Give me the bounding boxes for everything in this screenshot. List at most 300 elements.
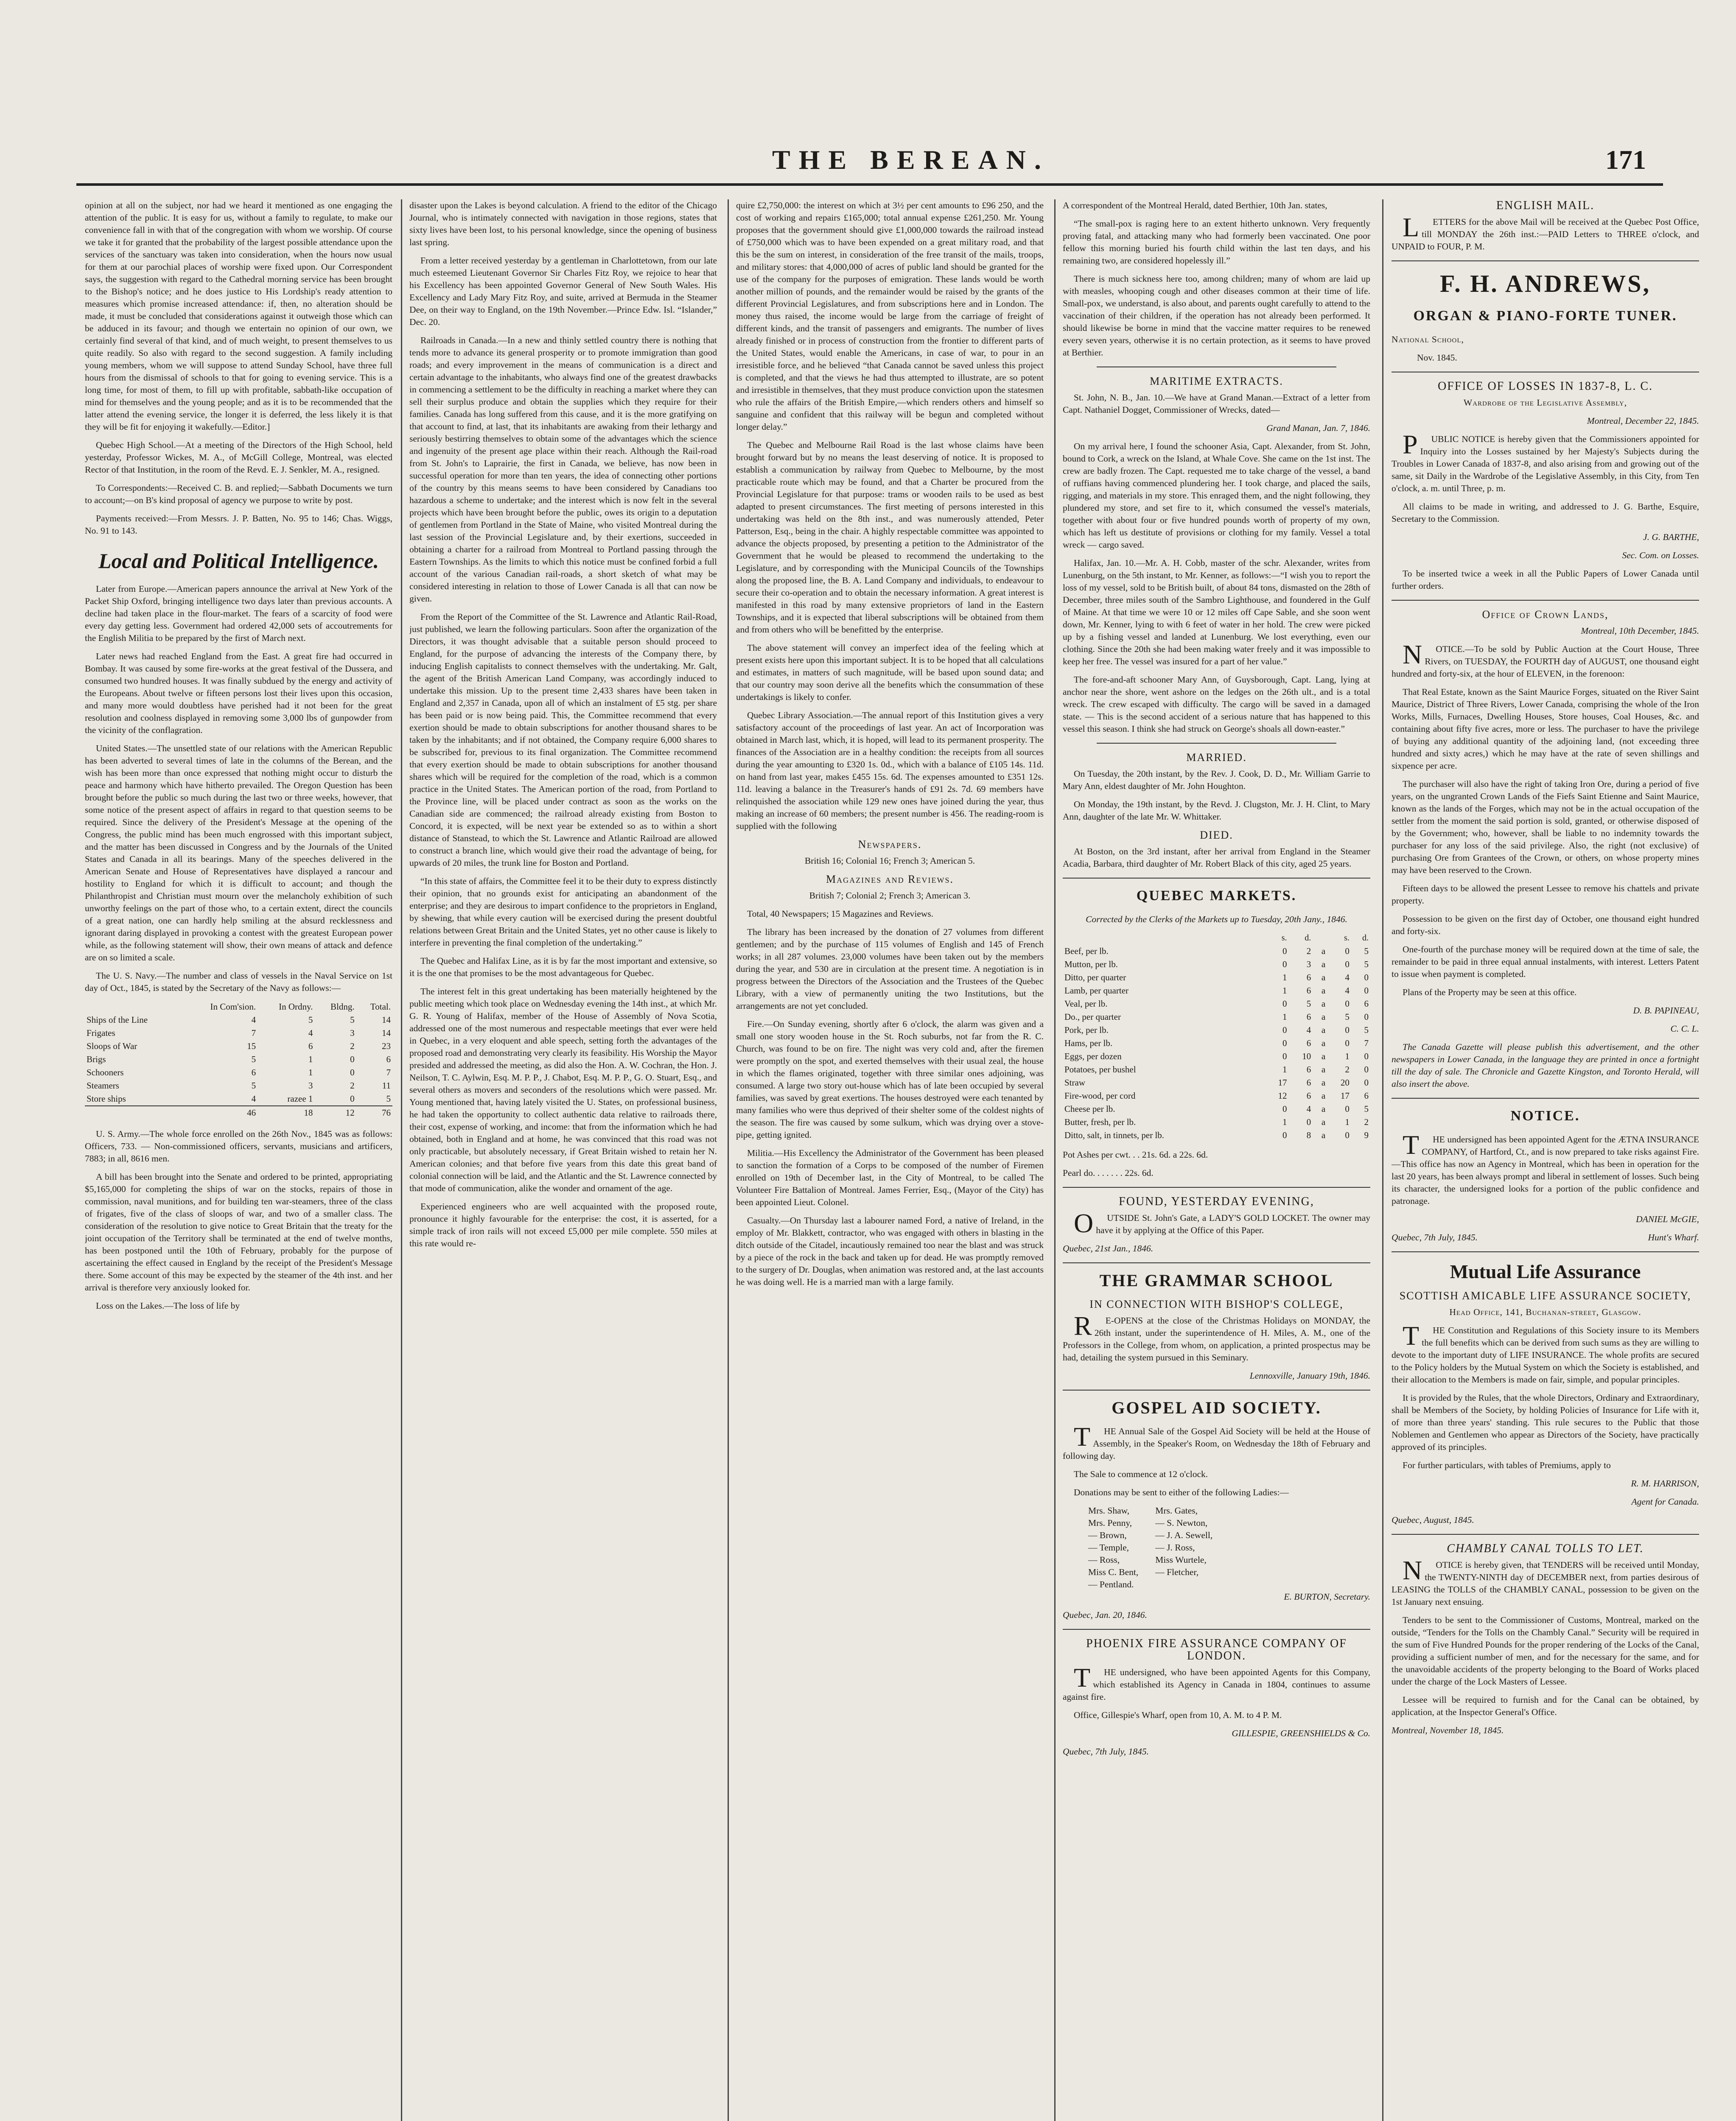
phoenix-heading: PHOENIX FIRE ASSURANCE COMPANY OF LONDON. bbox=[1086, 1637, 1347, 1662]
markets-table-cell: a bbox=[1321, 1104, 1326, 1114]
markets-table-cell: 1 bbox=[1345, 1117, 1350, 1127]
crown-lands-gazette: The Canada Gazette will please publish this advertisement, and the other newspapers in Lower Canada, in the language they are printed in once a fortnight till the day of sale. The Chronicle and Gazette Kingston, and Toronto Herald, will also insert the above. bbox=[1392, 1042, 1699, 1089]
article-us-army: U. S. Army.—The whole force enrolled on the 26th Nov., 1845 was as follows: Officers, 733. — Non-commissioned officers, servants, musicians and artificers, 7883; in all, 8616 men. bbox=[85, 1129, 392, 1164]
article-sickness: There is much sickness here too, among children; many of whom are laid up with measles, whooping cough and other diseases common at their time of life. Small-pox, we understand, is also about, and parents ought carefully to attend to the vaccination of their children, if the operation has not already been performed. It should likewise be borne in mind that the vaccine matter requires to be renewed every seven years, otherwise it is no certain protection, as it seems to have proved at Berthier. bbox=[1063, 274, 1370, 358]
markets-table-cell: 17 bbox=[1278, 1077, 1287, 1088]
gospel-aid-donations: Donations may be sent to either of the following Ladies:— bbox=[1074, 1487, 1289, 1497]
navy-table-cell: 4 bbox=[251, 1015, 256, 1025]
english-mail-notice: LETTERS for the above Mail will be received at the Quebec Post Office, till MONDAY the 26th inst.:—PAID Letters to THREE o'clock, and UNPAID to FOUR, P. M. bbox=[1392, 212, 1699, 252]
article-library-association: Quebec Library Association.—The annual report of this Institution gives a very satisfactory account of the proceedings of last year. An act of Incorporation was obtained in March last, which, it is hoped, will lead to its permanent prosperity. The finances of the Association are in a healthy condition: the receipts from all sources during the year amounting to £320 1s. 0d., which with a balance of £105 14s. 11d. on hand from last year, makes £455 15s. 6d. The expenses amounted to £351 12s. 11d. leaving a balance in the Treasurer's hands of £91 2s. 7d. 69 members have relinquished the association while 129 new ones have joined during the year, thus making an increase of 60 members; the present number is 456. The reading-room is supplied with the following bbox=[736, 710, 1044, 831]
lady-name: — Fletcher, bbox=[1155, 1567, 1199, 1577]
markets-table-cell: Hams, per lb. bbox=[1064, 1038, 1113, 1048]
markets-table-cell: 0 bbox=[1364, 972, 1369, 982]
divider bbox=[1392, 1098, 1699, 1099]
markets-heading: QUEBEC MARKETS. bbox=[1136, 888, 1297, 904]
lady-name: — J. Ross, bbox=[1155, 1542, 1195, 1553]
column-2 bbox=[409, 199, 717, 2121]
maritime-heading: MARITIME EXTRACTS. bbox=[1150, 375, 1283, 387]
gospel-aid-secretary: E. BURTON, Secretary. bbox=[1284, 1592, 1370, 1602]
markets-table-row bbox=[1063, 997, 1370, 1010]
notice-heading: NOTICE. bbox=[1510, 1108, 1580, 1124]
markets-table-cell: 0 bbox=[1282, 959, 1287, 969]
article-europe: Later from Europe.—American papers announce the arrival at New York of the Packet Ship Oxford, bringing intelligence two days later than previous accounts. A decline had taken place in the flour-market. The fears of a scarcity of food were every day getting less. Government had ordered 42,000 sets of accoutrements for the English Militia to be prepared by the first of March next. bbox=[85, 584, 392, 643]
gospel-aid-heading: GOSPEL AID SOCIETY. bbox=[1112, 1398, 1322, 1417]
navy-table-cell: Sloops of War bbox=[87, 1041, 137, 1051]
died-heading: DIED. bbox=[1200, 829, 1233, 841]
article-payments: Payments received:—From Messrs. J. P. Batten, No. 95 to 146; Chas. Wiggs, No. 91 to 143. bbox=[85, 513, 392, 536]
markets-table-cell: 0 bbox=[1282, 1025, 1287, 1035]
markets-table-cell: a bbox=[1321, 1077, 1326, 1088]
crown-lands-signature-title: C. C. L. bbox=[1670, 1024, 1699, 1034]
column-5 bbox=[1392, 199, 1699, 2121]
navy-table-cell: 7 bbox=[251, 1028, 256, 1038]
divider bbox=[1063, 1262, 1370, 1263]
markets-table-cell: 4 bbox=[1345, 985, 1350, 996]
mutual-life-office: Head Office, 141, Buchanan-street, Glasgow. bbox=[1449, 1307, 1641, 1317]
masthead-title: THE BEREAN. bbox=[772, 145, 1050, 175]
crown-lands-possession: Possession to be given on the first day of October, one thousand eight hundred and forty-six. bbox=[1392, 914, 1699, 936]
navy-table-cell: 1 bbox=[308, 1067, 313, 1077]
markets-table-row bbox=[1063, 1063, 1370, 1076]
markets-table-row bbox=[1063, 945, 1370, 958]
mutual-life-signature: R. M. HARRISON, bbox=[1631, 1478, 1699, 1489]
column-rule bbox=[401, 199, 402, 2121]
section-heading-local: Local and Political Intelligence. bbox=[98, 549, 379, 573]
markets-table-cell: 0 bbox=[1282, 946, 1287, 956]
markets-table-header-cell: d. bbox=[1305, 933, 1311, 943]
markets-table-cell: 8 bbox=[1306, 1130, 1311, 1140]
markets-table-cell: 6 bbox=[1364, 999, 1369, 1009]
lady-name: — S. Newton, bbox=[1155, 1518, 1208, 1528]
phoenix-signature: GILLESPIE, GREENSHIELDS & Co. bbox=[1232, 1728, 1370, 1738]
grammar-school-date: Lennoxville, January 19th, 1846. bbox=[1249, 1371, 1370, 1381]
markets-table-row bbox=[1063, 958, 1370, 971]
losses-claims: All claims to be made in writing, and addressed to J. G. Barthe, Esquire, Secretary to the Commission. bbox=[1392, 501, 1699, 524]
navy-table-row bbox=[85, 1040, 392, 1053]
maritime-date: Grand Manan, Jan. 7, 1846. bbox=[1266, 423, 1370, 433]
navy-table-cell: 14 bbox=[382, 1015, 391, 1025]
markets-table-cell: a bbox=[1321, 1025, 1326, 1035]
lady-name: — Temple, bbox=[1088, 1542, 1129, 1553]
article-correspondents: To Correspondents:—Received C. B. and replied;—Sabbath Documents we turn to account;—on B's kind proposal of agency we purpose to write by post. bbox=[85, 483, 392, 505]
markets-table-cell: 6 bbox=[1306, 1064, 1311, 1074]
losses-subheading: Wardrobe of the Legislative Assembly, bbox=[1463, 397, 1627, 408]
markets-table-cell: 6 bbox=[1364, 1091, 1369, 1101]
article-railway-cost: quire £2,750,000: the interest on which at 3½ per cent amounts to £96 250, and the cost of working and repairs £165,000; total annual expense £261,250. Mr. Young proposes that the government should give £1,000,000 towards the railroad instead of £750,000 which was to have been expended on a great military road, and that this be the sum on interest, in consideration of the free transit of the mails, troops, and military stores: that 4,000,000 of acres of public land should be granted for the use of the company for the purposes of emigration. These lands would be worth another million of pounds, and the remainder would be raised by the grants of the different Provincial Legislatures, and from subscriptions here and in London. The money thus raised, the income would be large from the carriage of freight of different kinds, and the transit of passengers and emigrants. The number of lives already finished or in process of construction from the frontier to different parts of the United States, would enable the Americans, in case of war, to pour in an irresistible force, and he believed “that Canada cannot be saved unless this project is completed, and that the views he had thus attempted to illustrate, are so potent and irresistible in themselves, that they must produce conviction upon the statesmen who rule the affairs of the British Empire,—which renders others and himself so sanguine and confident that this railway will be begun and completed without longer delay.” bbox=[736, 200, 1044, 432]
article-railroads: Railroads in Canada.—In a new and thinly settled country there is nothing that tends more to advance its general prosperity or to promote immigration than good roads; and every improvement in the means of communication is a direct and certain advantage to the inhabitants, who always find one of the greatest drawbacks in commencing a settlement to be the difficulty in reaching a market where they can sell their surplus produce and obtain the supplies which they require for their families. Canada has long suffered from this cause, and it is the more gratifying on that account to find, at last, that its inhabitants are awaking from their lethargy and seriously bestirring themselves to obtain some of the advantages which the science and ingenuity of the present age place within their reach. Although the Rail-road from St. John's to Laprairie, the first in Canada, we believe, has now been in successful operation for more than ten years, the idea of connecting other portions of the country by this means seems to have been considered by Canadians too hazardous a scheme to undertake; and the interest which is now felt in the several projects which have been brought before the public, owes its origin to a deputation of gentlemen from Portland in the State of Maine, who visited Montreal during the last session of the Provincial Legislature and, by their exertions, succeeded in obtaining a charter for a railroad from Montreal to Portland passing through the Eastern Townships. As the limits to which this notice must be confined forbid a full account of the various Canadian rail-roads, a short sketch of what may be considered interesting in relation to those of Lower Canada is all that can now be given. bbox=[409, 335, 717, 604]
markets-table-cell: 12 bbox=[1278, 1091, 1287, 1101]
crown-lands-date: Montreal, 10th December, 1845. bbox=[1581, 626, 1699, 636]
markets-table-cell: Cheese per lb. bbox=[1064, 1104, 1115, 1114]
markets-table-cell: 10 bbox=[1302, 1051, 1311, 1061]
markets-table-cell: Ditto, per quarter bbox=[1064, 972, 1126, 982]
ladies-list bbox=[1063, 1505, 1370, 1591]
divider bbox=[1097, 743, 1336, 744]
article-railroad-summary: The above statement will convey an imperfect idea of the feeling which at present exists here upon this important subject. It is to be hoped that all calculations and estimates, in matters of such magnitude, will be based upon sound data; and that our country may soon derive all the benefits which the consummation of these undertakings is likely to confer. bbox=[736, 643, 1044, 702]
article-library-volumes: The library has been increased by the donation of 27 volumes from different gentlemen; and by the purchase of 115 volumes of English and 145 of French works; in all 287 volumes. 23,000 volumes have been taken out by the members during the year, and 530 are in circulation at the present time. A negotiation is in progress between the Directors of the Association and the Trustees of the Quebec Library, with a view of permanently uniting the two Institutions, but the arrangements are not yet concluded. bbox=[736, 927, 1044, 1011]
column-rule bbox=[1054, 199, 1056, 2121]
died-notice: At Boston, on the 3rd instant, after her arrival from England in the Steamer Acadia, Barbara, third daughter of Mr. Robert Black of this city, aged 25 years. bbox=[1063, 846, 1370, 869]
found-notice: OUTSIDE St. John's Gate, a LADY'S GOLD LOCKET. The owner may have it by applying at the Office of this Paper. bbox=[1074, 1208, 1370, 1238]
masthead-rule bbox=[76, 183, 1663, 186]
gospel-aid-notice: THE Annual Sale of the Gospel Aid Society will be held at the House of Assembly, in the Speaker's Room, on Wednesday the 18th of February and following day. bbox=[1063, 1421, 1370, 1461]
markets-table-cell: Ditto, salt, in tinnets, per lb. bbox=[1064, 1130, 1165, 1140]
markets-table-cell: a bbox=[1321, 1064, 1326, 1074]
markets-table-cell: 5 bbox=[1364, 1025, 1369, 1035]
losses-heading: OFFICE OF LOSSES IN 1837-8, L. C. bbox=[1437, 380, 1653, 393]
navy-table-header: Total. bbox=[370, 1002, 391, 1012]
navy-table-cell: Brigs bbox=[87, 1054, 106, 1064]
english-mail-heading: ENGLISH MAIL. bbox=[1496, 199, 1595, 212]
markets-table-cell: a bbox=[1321, 1117, 1326, 1127]
married-notice-2: On Monday, the 19th instant, by the Revd. J. Clugston, Mr. J. H. Clint, to Mary Ann, daughter of the late Mr. W. Whittaker. bbox=[1063, 799, 1370, 822]
editor-note: opinion at all on the subject, nor had we heard it mentioned as one engaging the attention of the public. It is easy for us, without a family to regulate, to make our convenience fall in with that of the congregation with whom we worship. Of course we take it for granted that the probability of the largest possible attendance upon the services of the sanctuary was taken into consideration, when the hours now usual for them at our parochial places of worship were fixed upon. Our Correspondent says, the suggestion with regard to the Cathedral morning service has been brought to the Bishop's notice; and he does justice to His Lordship's ready attention to measures which promise increased attendance: if, then, no alteration should be made, it must be concluded that considerations against it outweigh those which can be adduced in its favour; and though we entertain no opinion of our own, we certainly find several of that kind, and of much weight, to present themselves to us quite readily. So also with regard to the second suggestion. A family including young members, whom we will suppose to attend Sunday School, have three full hours from the dismissal of schools to that for going to evening service. This is a long time, for most of them, to fill up with profitable, sabbath-like occupation of mind for themselves and the young people; and as it is to be recommended that the latter attend the evening service, the longer it is deferred, the less likely it is that they will be fit for enjoying it wakefully.—Editor.] bbox=[85, 200, 392, 432]
andrews-subheading: ORGAN & PIANO-FORTE TUNER. bbox=[1413, 308, 1677, 324]
crown-lands-notice: NOTICE.—To be sold by Public Auction at the Court House, Three Rivers, on TUESDAY, the FOURTH day of AUGUST, one thousand eight hundred and forty-six, at the hour of ELEVEN, in the forenoon: bbox=[1392, 639, 1699, 679]
navy-table-cell: 2 bbox=[350, 1041, 355, 1051]
navy-table-cell: 4 bbox=[308, 1028, 313, 1038]
markets-table-cell: 0 bbox=[1364, 1064, 1369, 1074]
divider bbox=[1063, 1390, 1370, 1391]
grammar-school-subheading: IN CONNECTION WITH BISHOP'S COLLEGE, bbox=[1089, 1298, 1344, 1310]
crown-lands-payment: One-fourth of the purchase money will be required down at the time of sale, the remainder to be paid in three equal annual instalments, with interest. Letters Patent to issue when payment is completed. bbox=[1392, 944, 1699, 979]
markets-table-header-cell: s. bbox=[1281, 933, 1287, 943]
losses-date: Montreal, December 22, 1845. bbox=[1587, 416, 1699, 426]
column-3 bbox=[736, 199, 1044, 2121]
mutual-life-subheading: SCOTTISH AMICABLE LIFE ASSURANCE SOCIETY, bbox=[1399, 1290, 1691, 1302]
andrews-heading: F. H. ANDREWS, bbox=[1439, 270, 1651, 297]
divider bbox=[1063, 1629, 1370, 1630]
library-total: Total, 40 Newspapers; 15 Magazines and Reviews. bbox=[747, 909, 934, 919]
markets-table-row bbox=[1063, 984, 1370, 997]
navy-table-cell: 2 bbox=[350, 1080, 355, 1091]
markets-table-cell: 1 bbox=[1282, 1117, 1287, 1127]
divider bbox=[1392, 1251, 1699, 1252]
markets-table-cell: 4 bbox=[1306, 1104, 1311, 1114]
markets-table-cell: 5 bbox=[1364, 1104, 1369, 1114]
magazines-list: British 7; Colonial 2; French 3; American 3. bbox=[809, 890, 971, 901]
markets-table-cell: a bbox=[1321, 1038, 1326, 1048]
crown-lands-lessee: Fifteen days to be allowed the present Lessee to remove his chattels and private property. bbox=[1392, 883, 1699, 906]
markets-table-cell: Veal, per lb. bbox=[1064, 999, 1108, 1009]
markets-table-row bbox=[1063, 1037, 1370, 1050]
markets-table-cell: 6 bbox=[1306, 1038, 1311, 1048]
markets-table-cell: 2 bbox=[1364, 1117, 1369, 1127]
lady-name: Mrs. Shaw, bbox=[1088, 1505, 1130, 1516]
navy-table-cell: Steamers bbox=[87, 1080, 119, 1091]
article-us-navy: The U. S. Navy.—The number and class of vessels in the Naval Service on 1st day of Oct., 1845, is stated by the Secretary of the Navy as follows:— bbox=[85, 971, 392, 993]
markets-table-cell: Beef, per lb. bbox=[1064, 946, 1109, 956]
markets-table-header-cell: d. bbox=[1362, 933, 1369, 943]
mutual-life-directors: It is provided by the Rules, that the whole Directors, Ordinary and Extraordinary, shall be Members of the Society, by holding Policies of Insurance for Life with it, of more than three years' standing. This rule secures to the Public that those Noblemen and Gentlemen who appear as Directors of the Society, have practically approved of its principles. bbox=[1392, 1393, 1699, 1452]
andrews-location: National School, bbox=[1392, 334, 1464, 344]
markets-table-cell: a bbox=[1321, 999, 1326, 1009]
markets-table-cell: 0 bbox=[1306, 1117, 1311, 1127]
gospel-aid-sale-time: The Sale to commence at 12 o'clock. bbox=[1074, 1469, 1208, 1479]
markets-table-row bbox=[1063, 1024, 1370, 1037]
crown-lands-estate: That Real Estate, known as the Saint Maurice Forges, situated on the River Saint Maurice, District of Three Rivers, Lower Canada, comprising the whole of the Iron Works, Mills, Furnaces, Dwelling Houses, Store houses, Coal Houses, &c. and containing about fifty five acres, more or less. The purchaser to have the privilege of buying any additional quantity of the adjoining land, (not exceeding three hundred and sixty acres,) which he may have at the rate of seven shillings and sixpence per acre. bbox=[1392, 687, 1699, 771]
markets-table-cell: 5 bbox=[1345, 1012, 1350, 1022]
article-fire: Fire.—On Sunday evening, shortly after 6 o'clock, the alarm was given and a small one story wooden house in the St. Roch suburbs, not far from the R. C. Church, was found to be on fire. The night was very cold and, after the firemen were promptly on the spot, and exerted themselves with their usual zeal, the house in which the flames originated, together with three similar ones adjoining, was consumed. A large two story out-house which has of late been occupied by several families, was saved by great exertions. The houses destroyed were each tenanted by many families who were thus deprived of their shelter some of the coldest nights of the season. The fire was caused by some sulkum, which was drying over a stove-pipe, getting ignited. bbox=[736, 1019, 1044, 1140]
maritime-halifax: Halifax, Jan. 10.—Mr. A. H. Cobb, master of the schr. Alexander, writes from Lunenburg, on the 5th instant, to Mr. Kenner, as follows:—“I wish you to report the loss of my vessel, sold to be British built, of about 84 tons, dismasted on the 28th of December, three miles south of the Sambro Lighthouse, and foundered in the Gulf of Maine. At that time we were 10 or 12 miles off Cape Sable, and she soon went down, Mr. Kenner, lying to with 6 feet of water in her hold. The crew were picked up by a fishing vessel and landed at Lunenburg. We lost everything, even our clothing. Since the 20th she had been making water freely and it was impossible to keep her free. The vessel was insured for a part of her value.” bbox=[1063, 558, 1370, 666]
markets-table-cell: Eggs, per dozen bbox=[1064, 1051, 1122, 1061]
markets-table-cell: 0 bbox=[1345, 1130, 1350, 1140]
markets-table-cell: a bbox=[1321, 946, 1326, 956]
ladies-list-left bbox=[1088, 1505, 1138, 1591]
mutual-life-particulars: For further particulars, with tables of Premiums, apply to bbox=[1403, 1460, 1611, 1470]
found-date: Quebec, 21st Jan., 1846. bbox=[1063, 1243, 1154, 1254]
article-railroad-report: From the Report of the Committee of the St. Lawrence and Atlantic Rail-Road, just published, we learn the following particulars. Soon after the organization of the Directors, it was thought advisable that a suitable person should proceed to England, for the purpose of advancing the interests of the Company there, by inducing English capitalists to connect themselves with the undertaking. Mr. Galt, the agent of the British American Land Company, was accordingly induced to undertake this mission. Up to the present time 2,433 shares have been taken in England and 2,357 in Canada, upon all of which an instalment of £5 stg. per share has been paid or is now being paid. This, the Committee recommend that every exertion should be made to obtain subscriptions for another thousand shares to be taken by the inhabitants; and if not obtained, the Company require 6,000 shares to be subscribed for, previous to its final organization. The Committee recommend that every exertion should be made to obtain subscriptions for another thousand shares which will be required for the completion of the road, which is a common practice in the United States. The American portion of the road, from Portland to the Province line, will be placed under contract as soon as the works on the Canadian side are commenced; the railroad already existing from Boston to Concord, it is expected, will be next year be extended so as to within a short distance of Stanstead, to which the St. Lawrence and Atlantic Railroad are allowed to construct a branch line, which would give their road the advantage of being, for upwards of 20 miles, the trunk line for Boston and Portland. bbox=[409, 612, 717, 868]
markets-table-cell: 2 bbox=[1345, 1064, 1350, 1074]
navy-table-total-cell: 12 bbox=[314, 1106, 356, 1119]
markets-table-cell: a bbox=[1321, 985, 1326, 996]
navy-table-cell: 7 bbox=[386, 1067, 391, 1077]
markets-table-cell: a bbox=[1321, 972, 1326, 982]
navy-table-row bbox=[85, 1066, 392, 1079]
article-militia: Militia.—His Excellency the Administrator of the Government has been pleased to sanction the formation of a Corps to be composed of the number of Firemen enrolled on 19th of December last, in the City of Montreal, to be called The Volunteer Fire Battalion of Montreal. James Ferrier, Esq., (Mayor of the City) has been appointed Lieut. Colonel. bbox=[736, 1148, 1044, 1207]
navy-table-cell: 4 bbox=[251, 1094, 256, 1104]
maritime-mary-ann: The fore-and-aft schooner Mary Ann, of Guysborough, Capt. Lang, lying at anchor near the shore, went ashore on the ledges on the 26th ult., and is a total wreck. The crew escaped with difficulty. The cargo will be saved in a damaged state. — This is the second accident of a serious nature that has happened to this vessel this season. I think she had struck on George's shoals all down-easter.” bbox=[1063, 674, 1370, 734]
navy-table-cell: 15 bbox=[247, 1041, 256, 1051]
markets-table-cell: 4 bbox=[1306, 1025, 1311, 1035]
markets-table-cell: Do., per quarter bbox=[1064, 1012, 1121, 1022]
article-casualty: Casualty.—On Thursday last a labourer named Ford, a native of Ireland, in the employ of Mr. Blakkett, contractor, who was engaged with others in blasting in the ditch outside of the Citadel, incautiously remained too near the blast and was struck by a piece of the rock in the back and taken up for dead. He was promptly removed to the surgery of Dr. Douglas, when animation was restored and, at the last accounts he was doing well. He is a married man with a large family. bbox=[736, 1215, 1044, 1287]
mutual-life-constitution: THE Constitution and Regulations of this Society insure to its Members the full benefits which can be derived from such sums as they are willing to devote to the important duty of LIFE INSURANCE. The whole profits are secured to the Policy holders by the Mutual System on which the Society is established, and their allocation to the Members is made on fair, simple, and popular principles. bbox=[1392, 1321, 1699, 1385]
chambly-canal-date: Montreal, November 18, 1845. bbox=[1392, 1725, 1504, 1735]
article-smallpox-quote: “The small-pox is raging here to an extent hitherto unknown. Very frequently proving fatal, and attacking many who had formerly been vaccinated. One poor fellow this morning buried his fourth child within the last ten days, and his remaining two, are considered hopelessly ill.” bbox=[1063, 218, 1370, 266]
masthead bbox=[76, 144, 1663, 191]
markets-table-cell: Potatoes, per bushel bbox=[1064, 1064, 1136, 1074]
aetna-footer bbox=[1392, 1231, 1699, 1244]
navy-table-cell: Frigates bbox=[87, 1028, 115, 1038]
navy-table-row bbox=[85, 1027, 392, 1040]
markets-table-cell: a bbox=[1321, 959, 1326, 969]
markets-table-cell: 5 bbox=[1364, 959, 1369, 969]
markets-table-cell: 5 bbox=[1306, 999, 1311, 1009]
markets-table-cell: 6 bbox=[1306, 985, 1311, 996]
markets-table-cell: a bbox=[1321, 1130, 1326, 1140]
divider bbox=[1392, 600, 1699, 601]
crown-lands-plans: Plans of the Property may be seen at this office. bbox=[1403, 987, 1577, 997]
markets-table-cell: 6 bbox=[1306, 1012, 1311, 1022]
markets-table-cell: 5 bbox=[1364, 946, 1369, 956]
losses-insertion: To be inserted twice a week in all the Public Papers of Lower Canada until further orders. bbox=[1392, 568, 1699, 591]
markets-table-cell: 9 bbox=[1364, 1130, 1369, 1140]
crown-lands-heading: Office of Crown Lands, bbox=[1482, 608, 1609, 621]
phoenix-notice: THE undersigned, who have been appointed Agents for this Company, which established its Agency in Canada in 1804, continues to assume against fire. bbox=[1063, 1662, 1370, 1702]
markets-table-cell: Butter, fresh, per lb. bbox=[1064, 1117, 1136, 1127]
navy-table-cell: 1 bbox=[308, 1054, 313, 1064]
markets-table-cell: 17 bbox=[1340, 1091, 1350, 1101]
aetna-date: Quebec, 7th July, 1845. bbox=[1392, 1232, 1478, 1242]
aetna-signature: DANIEL McGIE, bbox=[1636, 1214, 1699, 1224]
mutual-life-date: Quebec, August, 1845. bbox=[1392, 1515, 1474, 1525]
navy-table-cell: 5 bbox=[386, 1094, 391, 1104]
markets-table-cell: Pork, per lb. bbox=[1064, 1025, 1109, 1035]
gospel-aid-date: Quebec, Jan. 20, 1846. bbox=[1063, 1610, 1147, 1620]
grammar-school-notice: RE-OPENS at the close of the Christmas Holidays on MONDAY, the 26th instant, under the superintendence of H. Miles, A. M., one of the Professors in the College, from whom, on application, a printed prospectus may be had, detailing the system pursued in this Seminary. bbox=[1063, 1311, 1370, 1363]
lady-name: Miss C. Bent, bbox=[1088, 1567, 1139, 1577]
navy-table-row bbox=[85, 1053, 392, 1066]
navy-table-header: In Com'sion. bbox=[210, 1002, 256, 1012]
markets-table-cell: 20 bbox=[1340, 1077, 1350, 1088]
article-senate-bill: A bill has been brought into the Senate and ordered to be printed, appropriating $5,165,000 for completing the ships of war on the stocks, repairs of those in commission, naval munitions, and for building ten war-steamers, three of the class of frigates, five of the class of sloops of war, and two of a smaller class. The consideration of the resolution to give notice to Great Britain that the treaty for the joint occupation of the Territory shall be terminated at the end of twelve months, has been postponed until the 10th of February, probably for the purpose of ascertaining the effect caused in England by the receipt of the President's Message there. Some account of this may be expected by the steamer of the 4th inst. and her arrival is therefore very anxiously looked for. bbox=[85, 1172, 392, 1293]
chambly-canal-tenders: Tenders to be sent to the Commissioner of Customs, Montreal, marked on the outside, “Tenders for the Tolls on the Chambly Canal.” Security will be required in the sum of Five Hundred Pounds for the proper rendering of the Locks of the Canal, providing a sufficient number of men, and for the necessary for the same, and for the unavoidable accidents of the property belonging to the Board of Works placed under the charge of the Lock Masters of Lessee. bbox=[1392, 1615, 1699, 1687]
phoenix-date: Quebec, 7th July, 1845. bbox=[1063, 1746, 1149, 1757]
markets-table-cell: 0 bbox=[1364, 985, 1369, 996]
markets-table-header-cell: s. bbox=[1344, 933, 1350, 943]
divider bbox=[1063, 1187, 1370, 1188]
article-public-meeting: The interest felt in this great undertaking has been materially heightened by the public meeting which took place on Wednesday evening the 14th inst., at which Mr. G. R. Young of Halifax, member of the House of Assembly of Nova Scotia, addressed one of the most numerous and respectable meetings that ever were held in Quebec, in a very eloquent and able speech, setting forth the advantages of the proposed road and demonstrating very clearly its feasibility. His Worship the Mayor presided and addressed the meeting, as did also the Hon. A. W. Cochran, the Hon. J. Neilson, T. C. Aylwin, Esq. M. P. P., J. Chabot, Esq. M. P. P., G. O. Stuart, Esq., and several others as movers and seconders of the resolutions which were passed. Mr. Young mentioned that, having lately visited the U. States, on professional business, he had taken the opportunity to collect authentic data relative to railroads there, their cost, expense of working, and income: that from the information which he had obtained, both in England and at home, he was convinced that this road was not only practicable, but absolutely necessary, if Great Britain wished to retain her N. American colonies; and that before five years from this date this great band of colonial connection will be laid, and the Atlantic and the St. Lawrence connected by that mode of communication, alike the wonder and ornament of the age. bbox=[409, 986, 717, 1193]
losses-notice: PUBLIC NOTICE is hereby given that the Commissioners appointed for Inquiry into the Losses sustained by her Majesty's Subjects during the Troubles in Lower Canada of 1837-8, and also arising from and growing out of the same, sit Daily in the Wardrobe of the Legislative Assembly, in this City, from Ten o'clock, a. m. until Three, p. m. bbox=[1392, 429, 1699, 493]
navy-table-cell: Ships of the Line bbox=[87, 1015, 148, 1025]
markets-table-cell: 1 bbox=[1282, 1064, 1287, 1074]
navy-table-row bbox=[85, 1079, 392, 1092]
markets-table-row bbox=[1063, 1076, 1370, 1089]
markets-table-cell: 4 bbox=[1345, 972, 1350, 982]
lady-name: — Pentland. bbox=[1088, 1579, 1134, 1589]
markets-table-cell: 0 bbox=[1282, 1038, 1287, 1048]
markets-subheading: Corrected by the Clerks of the Markets up to Tuesday, 20th Jany., 1846. bbox=[1086, 914, 1347, 924]
column-rule bbox=[728, 199, 729, 2121]
losses-signature-title: Sec. Com. on Losses. bbox=[1622, 550, 1699, 560]
navy-table-header: In Ordny. bbox=[279, 1002, 313, 1012]
navy-table-cell: 3 bbox=[308, 1080, 313, 1091]
phoenix-office: Office, Gillespie's Wharf, open from 10, A. M. to 4 P. M. bbox=[1074, 1710, 1282, 1720]
markets-table-cell: 0 bbox=[1282, 999, 1287, 1009]
lady-name: Mrs. Gates, bbox=[1155, 1505, 1198, 1516]
magazines-label: Magazines and Reviews. bbox=[826, 873, 954, 885]
maritime-asia-wreck: On my arrival here, I found the schooner Asia, Capt. Alexander, from St. John, bound to Cork, a wreck on the Island, at Whale Cove. She came on the 1st inst. The crew are badly frozen. The Capt. requested me to take charge of the vessel, a band of ruffians having commenced plundering her. I took charge, and placed the sails, rigging, and materials in my store. This enraged them, and the night following, they plundered my store, and set fire to it, which consumed the vessel's materials, together with about four or five hundred pounds worth of property of my own, which has left us destitute of provisions or clothing for my family. Vessel a total wreck — cargo saved. bbox=[1063, 441, 1370, 550]
column-1 bbox=[85, 199, 392, 2121]
column-rule bbox=[1382, 199, 1383, 2121]
lady-name: — J. A. Sewell, bbox=[1155, 1530, 1213, 1540]
markets-table-cell: 0 bbox=[1364, 1012, 1369, 1022]
navy-table-cell: 6 bbox=[251, 1067, 256, 1077]
newspapers-list: British 16; Colonial 16; French 3; American 5. bbox=[804, 856, 975, 866]
markets-table-cell: a bbox=[1321, 1091, 1326, 1101]
lady-name: — Ross, bbox=[1088, 1555, 1120, 1565]
mutual-life-signature-title: Agent for Canada. bbox=[1631, 1497, 1699, 1507]
navy-table-total-cell bbox=[85, 1106, 183, 1119]
markets-table-cell: Mutton, per lb. bbox=[1064, 959, 1118, 969]
navy-table-cell: 6 bbox=[386, 1054, 391, 1064]
markets-table-cell: 1 bbox=[1282, 972, 1287, 982]
navy-table-cell: 0 bbox=[350, 1067, 355, 1077]
markets-table-row bbox=[1063, 1050, 1370, 1063]
maritime-grand-manan: St. John, N. B., Jan. 10.—We have at Grand Manan.—Extract of a letter from Capt. Nathaniel Dogget, Commissioner of Wrecks, dated— bbox=[1063, 392, 1370, 415]
newspapers-label: Newspapers. bbox=[858, 838, 922, 851]
navy-table-cell: 5 bbox=[350, 1015, 355, 1025]
navy-table-cell: Store ships bbox=[87, 1094, 126, 1104]
article-melbourne-railroad: The Quebec and Melbourne Rail Road is the last whose claims have been brought forward but by no means the least deserving of notice. It is proposed to establish a communication by railway from Quebec to Melbourne, by the most practicable route which may be found, and that a Charter be procured from the Provincial Legislature for that purpose: trams or wooden rails to be used as best adapted to present circumstances. The first meeting of persons interested in this undertaking was held on the 8th inst., and was numerously attended, Peter Patterson, Esq., being in the chair. A highly respectable committee was appointed to advance the objects proposed, by presenting a petition to the Administrator of the Government that he would be pleased to recommend the undertaking to the Legislature, and by corresponding with the Municipal Councils of the Townships along the proposed line, the B. A. Land Company and individuals, to endeavour to secure their co-operation and to obtain the necessary information. A great interest is manifested in this road by many extensive proprietors of land in the Eastern Townships, and it is expected that liberal subscriptions will be obtained from them and from others who will be benefitted by the enterprise. bbox=[736, 440, 1044, 635]
markets-table-cell: 0 bbox=[1282, 1051, 1287, 1061]
chambly-canal-notice: NOTICE is hereby given, that TENDERS will be received until Monday, the TWENTY-NINTH day of DECEMBER next, from parties desirous of LEASING the TOLLS of the CHAMBLY CANAL, possession to be given on the 1st January next ensuing. bbox=[1392, 1555, 1699, 1607]
page-number: 171 bbox=[1605, 145, 1646, 175]
markets-table-cell: 2 bbox=[1306, 946, 1311, 956]
article-railroad-quote: “In this state of affairs, the Committee feel it to be their duty to express distinctly their opinion, that no grounds exist for anticipating an abandonment of the enterprise; and they are desirous to impart confidence to the proprietors in England, by shewing, that while every caution will be exercised during the present doubtful relations between Great Britain and the United States, yet no other cause is likely to interfere in preventing the final completion of the undertaking.” bbox=[409, 876, 717, 948]
navy-table-cell: 6 bbox=[308, 1041, 313, 1051]
crown-lands-ore: The purchaser will also have the right of taking Iron Ore, during a period of five years, on the ungranted Crown Lands of the Fiefs Saint Etienne and Saint Maurice, known as the lands of the Forges, which may not be in the actual occupation of the settler from the moment the said portion is sold, granted, or otherwise disposed of by the Government; who, however, shall be liable to no indemnity towards the purchaser for any loss of the said privilege. Also, the right (not exclusive) of purchasing Ore from Grantees of the Crown, or others, on whose property mines may have been reserved to the Crown. bbox=[1392, 779, 1699, 875]
markets-table-cell: 1 bbox=[1282, 1012, 1287, 1022]
markets-table-cell: 3 bbox=[1306, 959, 1311, 969]
markets-table-cell: 0 bbox=[1282, 1130, 1287, 1140]
andrews-date: Nov. 1845. bbox=[1417, 353, 1457, 363]
ladies-list-right bbox=[1155, 1505, 1212, 1591]
markets-table-cell: 0 bbox=[1345, 999, 1350, 1009]
chambly-canal-heading: CHAMBLY CANAL TOLLS TO LET. bbox=[1447, 1542, 1644, 1555]
article-quebec-halifax: The Quebec and Halifax Line, as it is by far the most important and extensive, so it is the one that promises to be the most advantageous for Quebec. bbox=[409, 956, 717, 978]
mutual-life-heading: Mutual Life Assurance bbox=[1450, 1261, 1641, 1282]
markets-table-cell: 0 bbox=[1345, 1025, 1350, 1035]
article-high-school: Quebec High School.—At a meeting of the Directors of the High School, held yesterday, Professor Wickes, M. A., of McGill College, Montreal, was elected Rector of that Institution, in the room of the Revd. E. J. Senkler, M. A., resigned. bbox=[85, 440, 392, 475]
markets-table bbox=[1063, 932, 1370, 1142]
markets-table-header-cell bbox=[1313, 932, 1327, 945]
navy-table-header: Bldng. bbox=[330, 1002, 355, 1012]
column-4 bbox=[1063, 199, 1370, 2121]
navy-table-cell: 14 bbox=[382, 1028, 391, 1038]
markets-table-cell: 0 bbox=[1345, 959, 1350, 969]
navy-table-row bbox=[85, 1092, 392, 1106]
navy-table-cell: razee 1 bbox=[287, 1094, 313, 1104]
markets-table-cell: 1 bbox=[1345, 1051, 1350, 1061]
navy-table-cell: 11 bbox=[382, 1080, 391, 1091]
markets-table-cell: Straw bbox=[1064, 1077, 1085, 1088]
markets-table-cell: 0 bbox=[1345, 1038, 1350, 1048]
markets-table-cell: 0 bbox=[1364, 1051, 1369, 1061]
article-lakes-cont: disaster upon the Lakes is beyond calculation. A friend to the editor of the Chicago Journal, who is intimately connected with navigation in those regions, states that sixty lives have been lost, to his personal knowledge, since the opening of business last spring. bbox=[409, 200, 717, 247]
markets-table-cell: 0 bbox=[1345, 946, 1350, 956]
markets-table-cell: 0 bbox=[1364, 1077, 1369, 1088]
aetna-notice: THE undersigned has been appointed Agent for the ÆTNA INSURANCE COMPANY, of Hartford, Ct., and is now prepared to take risks against Fire.—This office has now an Agency in Montreal, which has been in operation for the last 20 years, has been always prompt and liberal in settlement of losses. Such being its character, the undersigned looks for a portion of the public confidence and patronage. bbox=[1392, 1130, 1699, 1206]
markets-table-cell: Fire-wood, per cord bbox=[1064, 1091, 1136, 1101]
navy-table-cell: 0 bbox=[350, 1054, 355, 1064]
navy-table-cell: 3 bbox=[350, 1028, 355, 1038]
markets-table-row bbox=[1063, 1102, 1370, 1116]
navy-table-total-row bbox=[85, 1106, 392, 1119]
navy-table-row bbox=[85, 1013, 392, 1027]
pearl-ashes-price: Pearl do. . . . . . . 22s. 6d. bbox=[1063, 1168, 1154, 1178]
lady-name: Mrs. Penny, bbox=[1088, 1518, 1132, 1528]
married-heading: MARRIED. bbox=[1186, 751, 1247, 764]
markets-table-cell: a bbox=[1321, 1051, 1326, 1061]
divider bbox=[1392, 1534, 1699, 1535]
navy-table-header bbox=[85, 1000, 183, 1013]
markets-table-cell: 1 bbox=[1282, 985, 1287, 996]
markets-table-cell: 7 bbox=[1364, 1038, 1369, 1048]
grammar-school-heading: THE GRAMMAR SCHOOL bbox=[1099, 1271, 1334, 1290]
markets-table-cell: 0 bbox=[1282, 1104, 1287, 1114]
navy-table-total-cell: 76 bbox=[356, 1106, 392, 1119]
article-loss-lakes: Loss on the Lakes.—The loss of life by bbox=[96, 1301, 240, 1311]
markets-table-header bbox=[1063, 932, 1370, 945]
navy-table-cell: Schooners bbox=[87, 1067, 124, 1077]
markets-table-cell: 6 bbox=[1306, 1077, 1311, 1088]
markets-table-row bbox=[1063, 971, 1370, 984]
divider bbox=[1392, 260, 1699, 261]
article-engineers: Experienced engineers who are well acquainted with the proposed route, pronounce it highly favourable for the enterprise: the cost, it is asserted, for a simple track of iron rails will not exceed £5,000 per mile complete. 550 miles at this rate would re- bbox=[409, 1201, 717, 1248]
markets-table-row bbox=[1063, 1010, 1370, 1024]
navy-table-cell: 5 bbox=[251, 1080, 256, 1091]
chambly-canal-lessee: Lessee will be required to furnish and for the Canal can be obtained, by application, at the Inspector General's Office. bbox=[1392, 1695, 1699, 1717]
markets-table-row bbox=[1063, 1129, 1370, 1142]
article-united-states: United States.—The unsettled state of our relations with the American Republic has been adverted to several times of late in the columns of the Berean, and the wish has been more than once expressed that nothing might occur to disturb the peace and harmony which have hitherto prevailed. The Oregon Question has been brought before the public so much during the last two or three weeks, however, that some notice of the present aspect of affairs in regard to that question seems to be required. Since the delivery of the President's Message at the opening of the Congress, the public mind has been much engrossed with this important subject, and the matter has been discussed in Congress and by the Journals of the United States and Canada in all its bearings. Many of the speeches delivered in the American Senate and House of Representatives have displayed a rancour and hostility to England for which it is difficult to account; and though the Philanthropist and Christian must mourn over the melancholy exhibition of such unworthy feelings on the part of those who, to a certain extent, direct the councils of a great nation, one can hardly help smiling at the absurd recklessness and ignorant daring displayed in provoking a contest with the greatest European power while, as the following statement will show, their own means of attack and defence are on so limited a scale. bbox=[85, 743, 392, 963]
lady-name: Miss Wurtele, bbox=[1155, 1555, 1207, 1565]
navy-table-cell: 23 bbox=[382, 1041, 391, 1051]
article-smallpox-intro: A correspondent of the Montreal Herald, dated Berthier, 10th Jan. states, bbox=[1063, 200, 1327, 210]
aetna-place: Hunt's Wharf. bbox=[1648, 1232, 1699, 1242]
crown-lands-signature: D. B. PAPINEAU, bbox=[1633, 1005, 1699, 1016]
